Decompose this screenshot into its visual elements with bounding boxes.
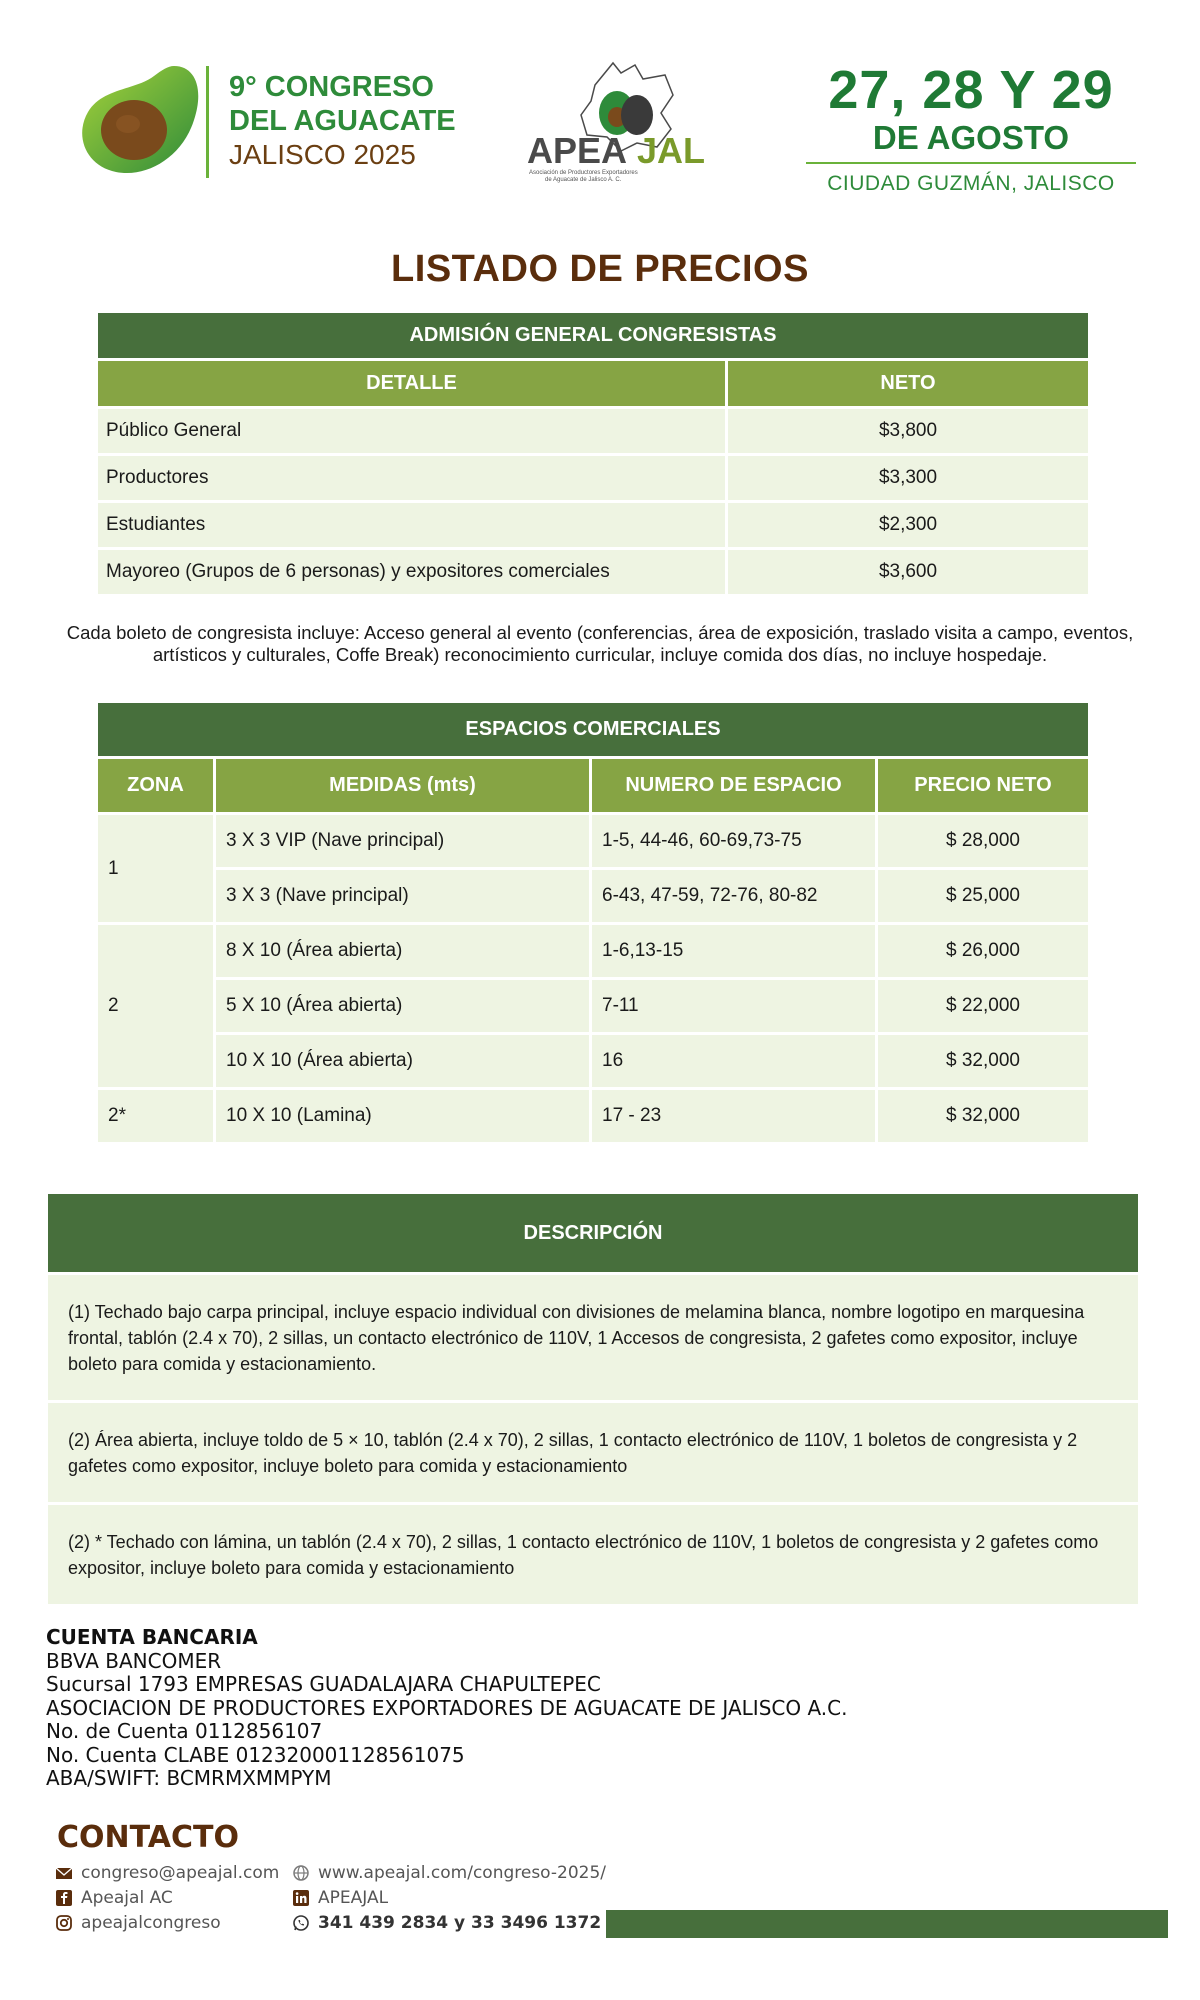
dates-month: DE AGOSTO [872, 119, 1070, 156]
congreso-logo-text [229, 70, 456, 172]
admision-detalle: Productores [97, 455, 727, 502]
contact-phone[interactable] [292, 1910, 606, 1935]
admision-detalle: Público General [97, 408, 727, 455]
table-row [97, 924, 1090, 979]
logo-divider [206, 66, 209, 178]
bank-clabe: No. Cuenta CLABE 012320001128561075 [46, 1742, 465, 1767]
dates-divider [806, 162, 1136, 164]
bank-account [46, 1626, 847, 1791]
col-detalle: DETALLE [97, 360, 727, 408]
numero-cell: 1-6,13-15 [591, 924, 877, 979]
table-row [97, 869, 1090, 924]
col-precio: PRECIO NETO [877, 758, 1090, 814]
congreso-line-3: JALISCO 2025 [229, 139, 416, 170]
precio-cell: $ 26,000 [877, 924, 1090, 979]
numero-cell: 17 - 23 [591, 1089, 877, 1144]
event-dates [806, 60, 1136, 196]
boleto-note: Cada boleto de congresista incluye: Acceso general al evento (conferencias, área de exposición, traslado visita a campo, eventos, artísticos y culturales, Coffe Break) reconocimiento curricular, incluye comida dos días, no incluye hospedaje. [66, 622, 1134, 665]
numero-cell: 1-5, 44-46, 60-69,73-75 [591, 814, 877, 869]
contact-website[interactable] [292, 1860, 606, 1885]
admision-detalle: Estudiantes [97, 502, 727, 549]
bank-title: CUENTA BANCARIA [46, 1625, 258, 1649]
contact-phone-text: 341 439 2834 y 33 3496 1372 [318, 1912, 602, 1933]
admision-detalle: Mayoreo (Grupos de 6 personas) y expositores comerciales [97, 549, 727, 596]
contact-instagram[interactable] [55, 1910, 279, 1935]
admision-neto: $3,600 [727, 549, 1090, 596]
col-numero: NUMERO DE ESPACIO [591, 758, 877, 814]
medidas-cell: 10 X 10 (Área abierta) [215, 1034, 591, 1089]
contact-title: CONTACTO [57, 1820, 239, 1855]
table-row [97, 979, 1090, 1034]
precio-cell: $ 25,000 [877, 869, 1090, 924]
contact-website-text: www.apeajal.com/congreso-2025/ [318, 1862, 607, 1883]
table-row [97, 455, 1090, 502]
descripcion-item: (2) Área abierta, incluye toldo de 5 × 10, tablón (2.4 x 70), 2 sillas, 1 contacto electrónico de 110V, 1 boletos de congresista y 2 gafetes como expositor, incluye boleto para comida y estacionamiento [48, 1400, 1138, 1502]
congreso-line-2: DEL AGUACATE [229, 105, 456, 137]
col-medidas: MEDIDAS (mts) [215, 758, 591, 814]
medidas-cell: 3 X 3 (Nave principal) [215, 869, 591, 924]
admision-neto: $3,300 [727, 455, 1090, 502]
contact-linkedin[interactable] [292, 1885, 606, 1910]
bank-branch: Sucursal 1793 EMPRESAS GUADALAJARA CHAPULTEPEC [46, 1672, 601, 1696]
whatsapp-icon [292, 1914, 310, 1932]
dates-days: 27, 28 Y 29 [828, 60, 1114, 120]
contact-instagram-text: apeajalcongreso [81, 1912, 221, 1933]
descripcion-item: (2) * Techado con lámina, un tablón (2.4 x 70), 2 sillas, 1 contacto electrónico de 110V, 1 boletos de congresista y 2 gafetes como expositor, incluye boleto para comida y estacionamiento [48, 1502, 1138, 1604]
espacios-table [95, 700, 1091, 1145]
medidas-cell: 8 X 10 (Área abierta) [215, 924, 591, 979]
contact-left [55, 1860, 279, 1935]
precio-cell: $ 22,000 [877, 979, 1090, 1034]
table-row [97, 1089, 1090, 1144]
event-location: CIUDAD GUZMÁN, JALISCO [827, 172, 1115, 195]
contact-email[interactable] [55, 1860, 279, 1885]
table-row [97, 502, 1090, 549]
zona-cell: 2 [97, 924, 215, 1089]
medidas-cell: 5 X 10 (Área abierta) [215, 979, 591, 1034]
zona-cell: 1 [97, 814, 215, 924]
espacios-heading: ESPACIOS COMERCIALES [97, 702, 1090, 758]
page-title: LISTADO DE PRECIOS [391, 248, 809, 290]
descripcion-heading: DESCRIPCIÓN [48, 1194, 1138, 1272]
contact-email-text: congreso@apeajal.com [81, 1862, 280, 1883]
apeajal-sub-2: de Aguacate de Jalisco A. C. [545, 177, 622, 183]
facebook-icon [55, 1889, 73, 1907]
col-neto: NETO [727, 360, 1090, 408]
instagram-icon [55, 1914, 73, 1932]
medidas-cell: 10 X 10 (Lamina) [215, 1089, 591, 1144]
contact-right [292, 1860, 606, 1935]
apeajal-logo [525, 55, 715, 185]
numero-cell: 7-11 [591, 979, 877, 1034]
table-row [97, 814, 1090, 869]
bank-name: BBVA BANCOMER [46, 1648, 222, 1673]
footer-green-bar [606, 1910, 1168, 1938]
table-row [97, 549, 1090, 596]
medidas-cell: 3 X 3 VIP (Nave principal) [215, 814, 591, 869]
table-row [97, 408, 1090, 455]
apeajal-name-b: JAL [637, 130, 706, 171]
congreso-line-1: 9° CONGRESO [229, 71, 434, 103]
descripcion-section [48, 1194, 1138, 1604]
numero-cell: 6-43, 47-59, 72-76, 80-82 [591, 869, 877, 924]
mail-icon [55, 1864, 73, 1882]
precio-cell: $ 32,000 [877, 1034, 1090, 1089]
globe-icon [292, 1864, 310, 1882]
admision-table [95, 310, 1091, 597]
contact-facebook[interactable] [55, 1885, 279, 1910]
admision-neto: $2,300 [727, 502, 1090, 549]
precio-cell: $ 28,000 [877, 814, 1090, 869]
contact-linkedin-text: APEAJAL [318, 1887, 389, 1908]
col-zona: ZONA [97, 758, 215, 814]
header [0, 50, 1200, 200]
bank-account-number: No. de Cuenta 0112856107 [46, 1719, 323, 1743]
apeajal-name-a: APEA [527, 130, 628, 171]
linkedin-icon [292, 1889, 310, 1907]
avocado-logo [76, 60, 206, 180]
bank-swift: ABA/SWIFT: BCMRMXMMPYM [46, 1766, 332, 1790]
admision-heading: ADMISIÓN GENERAL CONGRESISTAS [97, 312, 1090, 360]
contact-facebook-text: Apeajal AC [81, 1887, 173, 1908]
apeajal-sub-1: Asociación de Productores Exportadores [529, 170, 638, 176]
admision-neto: $3,800 [727, 408, 1090, 455]
descripcion-item: (1) Techado bajo carpa principal, incluye espacio individual con divisiones de melamina blanca, nombre logotipo en marquesina frontal, tablón (2.4 x 70), 2 sillas, un contacto electrónico de 110V, 1 Accesos de congresista, 2 gafetes como expositor, incluye boleto para comida y estacionamiento. [48, 1272, 1138, 1400]
bank-holder: ASOCIACION DE PRODUCTORES EXPORTADORES DE AGUACATE DE JALISCO A.C. [46, 1695, 848, 1720]
zona-cell: 2* [97, 1089, 215, 1144]
numero-cell: 16 [591, 1034, 877, 1089]
table-row [97, 1034, 1090, 1089]
precio-cell: $ 32,000 [877, 1089, 1090, 1144]
